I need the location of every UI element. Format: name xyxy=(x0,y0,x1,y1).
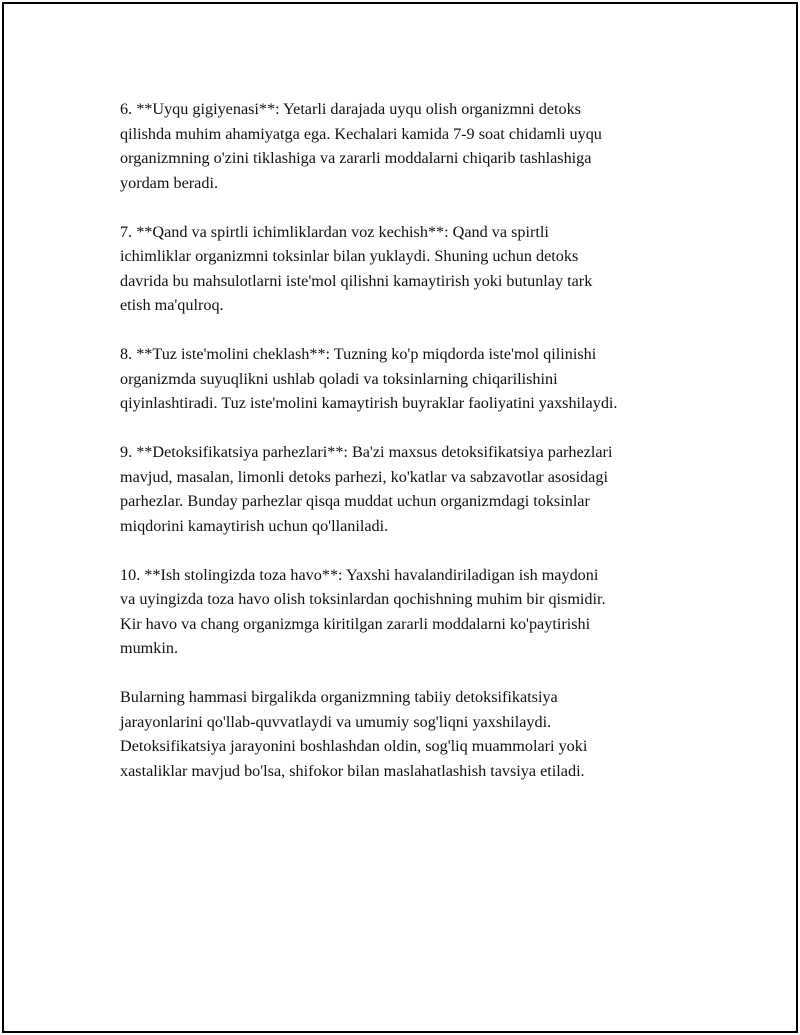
paragraph-salt-limit: 8. **Tuz iste'molini cheklash**: Tuzning ko'p miqdorda iste'mol qilinishi organizmda suyuqlikni ushlab qoladi va toksinlarning chiqarilishini qiyinlashtiradi. Tuz iste'molini kamaytirish buyraklar faoliyatini yaxshilaydi. xyxy=(120,345,618,412)
document-page xyxy=(2,2,798,1033)
paragraph-sugar-alcohol: 7. **Qand va spirtli ichimliklardan voz kechish**: Qand va spirtli ichimliklar organizmni toksinlar bilan yuklaydi. Shuning uchun detoks davrida bu mahsulotlarni iste'mol qilishni kamaytirish yoki butunlay tark etish ma'qulroq. xyxy=(120,222,593,314)
paragraph-fresh-air: 10. **Ish stolingizda toza havo**: Yaxshi havalandiriladigan ish maydoni va uyingizda toza havo olish toksinlardan qochishning muhim bir qismidir. Kir havo va chang organizmga kiritilgan zararli moddalarni ko'paytirishi mumkin. xyxy=(120,565,606,657)
document-body xyxy=(120,97,700,808)
paragraph-sleep-hygiene: 6. **Uyqu gigiyenasi**: Yetarli darajada uyqu olish organizmni detoks qilishda muhim ahamiyatga ega. Kechalari kamida 7-9 soat chidamli uyqu organizmning o'zini tiklashiga va zararli moddalarni chiqarib tashlashiga yordam beradi. xyxy=(120,100,602,192)
paragraph-conclusion: Bularning hammasi birgalikda organizmning tabiiy detoksifikatsiya jarayonlarini qo'llab-quvvatlaydi va umumiy sog'liqni yaxshilaydi. Detoksifikatsiya jarayonini boshlashdan oldin, sog'liq muammolari yoki xastaliklar mavjud bo'lsa, shifokor bilan maslahatlashish tavsiya etiladi. xyxy=(120,688,588,780)
paragraph-detox-diets: 9. **Detoksifikatsiya parhezlari**: Ba'zi maxsus detoksifikatsiya parhezlari mavjud, masalan, limonli detoks parhezi, ko'katlar va sabzavotlar asosidagi parhezlar. Bunday parhezlar qisqa muddat uchun organizmdagi toksinlar miqdorini kamaytirish uchun qo'llaniladi. xyxy=(120,443,613,535)
